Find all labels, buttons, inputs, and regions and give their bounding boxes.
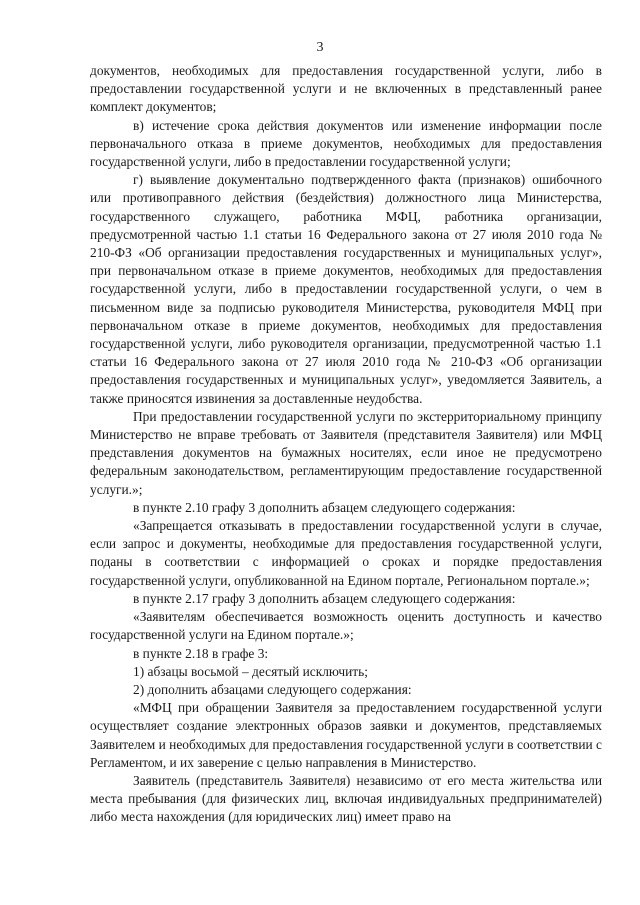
paragraph: в) истечение срока действия документов или изменение информации после первоначального отказа в приеме документов, необходимых для предоставления государственной услуги, либо в предоставлении государственной услуги; bbox=[90, 117, 602, 170]
document-body bbox=[90, 62, 602, 827]
paragraph: 2) дополнить абзацами следующего содержания: bbox=[133, 681, 412, 697]
paragraph: в пункте 2.18 в графе 3: bbox=[133, 645, 269, 661]
paragraph: «Заявителям обеспечивается возможность оценить доступность и качество государственной услуги на Едином портале.»; bbox=[90, 609, 602, 643]
paragraph: При предоставлении государственной услуги по экстерриториальному принципу Министерство не вправе требовать от Заявителя (представителя Заявителя) или МФЦ представления документов на бумажных носителях, если иное не предусмотрено федеральным законодательством, регламентирующим предоставление государственной услуги.»; bbox=[90, 408, 602, 497]
paragraph: 1) абзацы восьмой – десятый исключить; bbox=[133, 663, 368, 679]
page-number: 3 bbox=[316, 40, 324, 55]
paragraph: документов, необходимых для предоставления государственной услуги, либо в предоставлении государственной услуги и не включенных в представленный ранее комплект документов; bbox=[90, 63, 602, 115]
paragraph: «Запрещается отказывать в предоставлении государственной услуги в случае, если запрос и документы, необходимые для предоставления государственной услуги, поданы в соответствии с информацией о сроках и порядке предоставления государственной услуги, опубликованной на Едином портале, Региональном портале.»; bbox=[90, 518, 602, 588]
paragraph: «МФЦ при обращении Заявителя за предоставлением государственной услуги осуществляет создание электронных образов заявки и документов, представляемых Заявителем и необходимых для предоставления государственной услуги в соответствии с Регламентом, и их заверение с целью направления в Министерство. bbox=[90, 700, 602, 770]
paragraph: в пункте 2.17 графу 3 дополнить абзацем следующего содержания: bbox=[133, 590, 516, 606]
paragraph: в пункте 2.10 графу 3 дополнить абзацем следующего содержания: bbox=[133, 499, 516, 515]
paragraph: Заявитель (представитель Заявителя) независимо от его места жительства или места пребывания (для физических лиц, включая индивидуальных предпринимателей) либо места нахождения (для юридических лиц) имеет право на bbox=[90, 772, 602, 825]
paragraph: г) выявление документально подтвержденного факта (признаков) ошибочного или противоправного действия (бездействия) должностного лица Министерства, государственного служащего, работника МФЦ, работника организации, предусмотренной частью 1.1 статьи 16 Федерального закона от 27 июля 2010 года № 210-ФЗ «Об организации предоставления государственных и муниципальных услуг», при первоначальном отказе в приеме документов, необходимых для предоставления государственной услуги, либо в предоставлении государственной услуги, о чем в письменном виде за подписью руководителя Министерства, руководителя МФЦ при первоначальном отказе в приеме документов, необходимых для предоставления государственной услуги, либо руководителя организации, предусмотренной частью 1.1 статьи 16 Федерального закона от 27 июля 2010 года № 210-ФЗ «Об организации предоставления государственных и муниципальных услуг», уведомляется Заявитель, а также приносятся извинения за доставленные неудобства. bbox=[90, 172, 602, 406]
